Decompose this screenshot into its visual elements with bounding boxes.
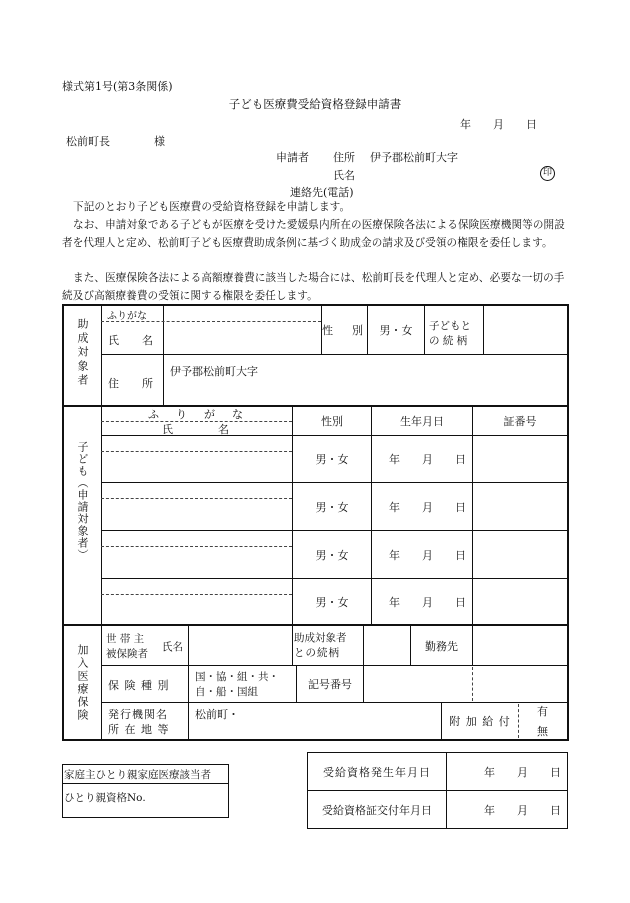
furigana-label: ふりがな <box>107 311 147 322</box>
child-name-input[interactable] <box>102 452 292 481</box>
child-furigana-input[interactable] <box>102 436 292 450</box>
body-paragraph-3: また、医療保険各法による高額療養費に該当した場合には、松前町長を代理人と定め、必要な一切の手続及び高額療養費の受領に関する権限を委任します。 <box>62 272 565 302</box>
employer-input[interactable] <box>473 626 566 664</box>
gender-label: 性 別 <box>322 324 367 337</box>
child-id-input[interactable] <box>473 483 567 530</box>
section2-header: 子ども（申請対象者） <box>76 441 89 561</box>
applicant-contact-label: 連絡先(電話) <box>290 186 354 199</box>
subject-name-input[interactable] <box>164 323 321 353</box>
symbol-number-label: 記号番号 <box>308 678 352 691</box>
child-gender-select[interactable]: 男・女 <box>315 453 349 466</box>
single-parent-title: 家庭主ひとり親家庭医療該当者 <box>64 769 211 781</box>
addressee: 松前町長 様 <box>66 135 165 148</box>
insurance-type-options-2[interactable]: 自・船・国組 <box>195 686 258 698</box>
child-gender-select[interactable]: 男・女 <box>315 595 349 609</box>
child-name-input[interactable] <box>102 499 292 529</box>
certificate-issue-date[interactable]: 年 月 日 <box>484 803 561 817</box>
subject-address-label: 住 所 <box>108 377 159 390</box>
child-dob-input[interactable]: 年 月 日 <box>389 595 466 609</box>
subject-gender-select[interactable]: 男・女 <box>379 324 413 337</box>
benefit-yes-option[interactable]: 有 <box>537 705 548 718</box>
child-id-input[interactable] <box>473 531 567 578</box>
child-gender-header: 性別 <box>321 415 343 428</box>
date-line[interactable]: 年 月 日 <box>460 118 537 131</box>
relation-label-2: の 続 柄 <box>429 335 468 347</box>
form-number: 様式第1号(第3条関係) <box>62 80 173 93</box>
insurance-type-label: 保 険 種 別 <box>108 679 170 692</box>
child-furigana-input[interactable] <box>102 531 292 545</box>
relation-input[interactable] <box>484 306 566 353</box>
issuer-label-2: 所 在 地 等 <box>108 723 170 736</box>
employer-label: 勤務先 <box>425 639 458 653</box>
seal-mark <box>540 165 555 181</box>
issuer-input[interactable]: 松前町・ <box>195 708 239 721</box>
householder-label-1: 世 帯 主 <box>106 633 145 645</box>
subject-furigana-input[interactable] <box>164 305 321 320</box>
child-furigana-header: ふ り が な <box>148 408 246 421</box>
child-gender-select[interactable]: 男・女 <box>315 548 349 562</box>
child-furigana-input[interactable] <box>102 483 292 497</box>
body-paragraph-2: なお、申請対象である子どもが医療を受けた愛媛県内所在の医療保険各法による保険医療機関等の開設者を代理人と定め、松前町子ども医療費助成条例に基づく助成金の請求及び受領の権限を委任します。 <box>62 219 565 249</box>
child-furigana-input[interactable] <box>102 579 292 593</box>
applicant-address-label: 住所 <box>333 151 355 164</box>
child-dob-input[interactable]: 年 月 日 <box>389 453 466 466</box>
applicant-name-label: 氏名 <box>333 169 355 182</box>
householder-relation-input[interactable] <box>364 626 410 664</box>
section1-header: 助成対象者 <box>76 318 89 388</box>
child-dob-input[interactable]: 年 月 日 <box>389 500 466 514</box>
child-id-input[interactable] <box>473 579 567 624</box>
body-paragraph-1: 下記のとおり子ども医療費の受給資格登録を申請します。 <box>73 201 351 213</box>
benefit-label: 附 加 給 付 <box>449 715 511 728</box>
householder-name-label: 氏名 <box>162 641 183 653</box>
householder-name-input[interactable] <box>189 626 292 664</box>
child-id-header: 証番号 <box>503 415 537 428</box>
child-name-input[interactable] <box>102 595 292 624</box>
householder-label-2: 被保険者 <box>106 648 148 660</box>
seal-icon: 印 <box>540 166 555 181</box>
applicant-address-field[interactable]: 伊予郡松前町大字 <box>370 151 458 164</box>
child-dob-header: 生年月日 <box>400 415 444 428</box>
householder-relation-label-1: 助成対象者 <box>294 632 347 644</box>
applicant-label: 申請者 <box>276 151 309 164</box>
child-gender-select[interactable]: 男・女 <box>315 500 349 514</box>
child-name-header: 氏 名 <box>162 422 232 436</box>
child-dob-input[interactable]: 年 月 日 <box>389 548 466 562</box>
certificate-issue-label: 受給資格証交付年月日 <box>322 803 432 817</box>
symbol-number-input[interactable] <box>364 666 566 701</box>
eligibility-start-date[interactable]: 年 月 日 <box>484 765 561 779</box>
issuer-label-1: 発行機関名 <box>108 708 168 721</box>
child-name-input[interactable] <box>102 547 292 577</box>
child-id-input[interactable] <box>473 436 567 482</box>
eligibility-start-label: 受給資格発生年月日 <box>323 765 431 779</box>
section3-header: 加入医療保険 <box>76 644 89 722</box>
relation-label-1: 子どもと <box>429 320 471 332</box>
page-title: 子ども医療費受給資格登録申請書 <box>228 97 402 111</box>
householder-relation-label-2: との続柄 <box>294 647 340 659</box>
subject-name-label: 氏 名 <box>108 334 159 347</box>
single-parent-number-label: ひとり親資格No. <box>64 792 146 804</box>
subject-address-input[interactable]: 伊予郡松前町大字 <box>170 365 258 378</box>
insurance-type-options-1[interactable]: 国・協・組・共・ <box>195 671 279 683</box>
benefit-no-option[interactable]: 無 <box>537 725 548 738</box>
